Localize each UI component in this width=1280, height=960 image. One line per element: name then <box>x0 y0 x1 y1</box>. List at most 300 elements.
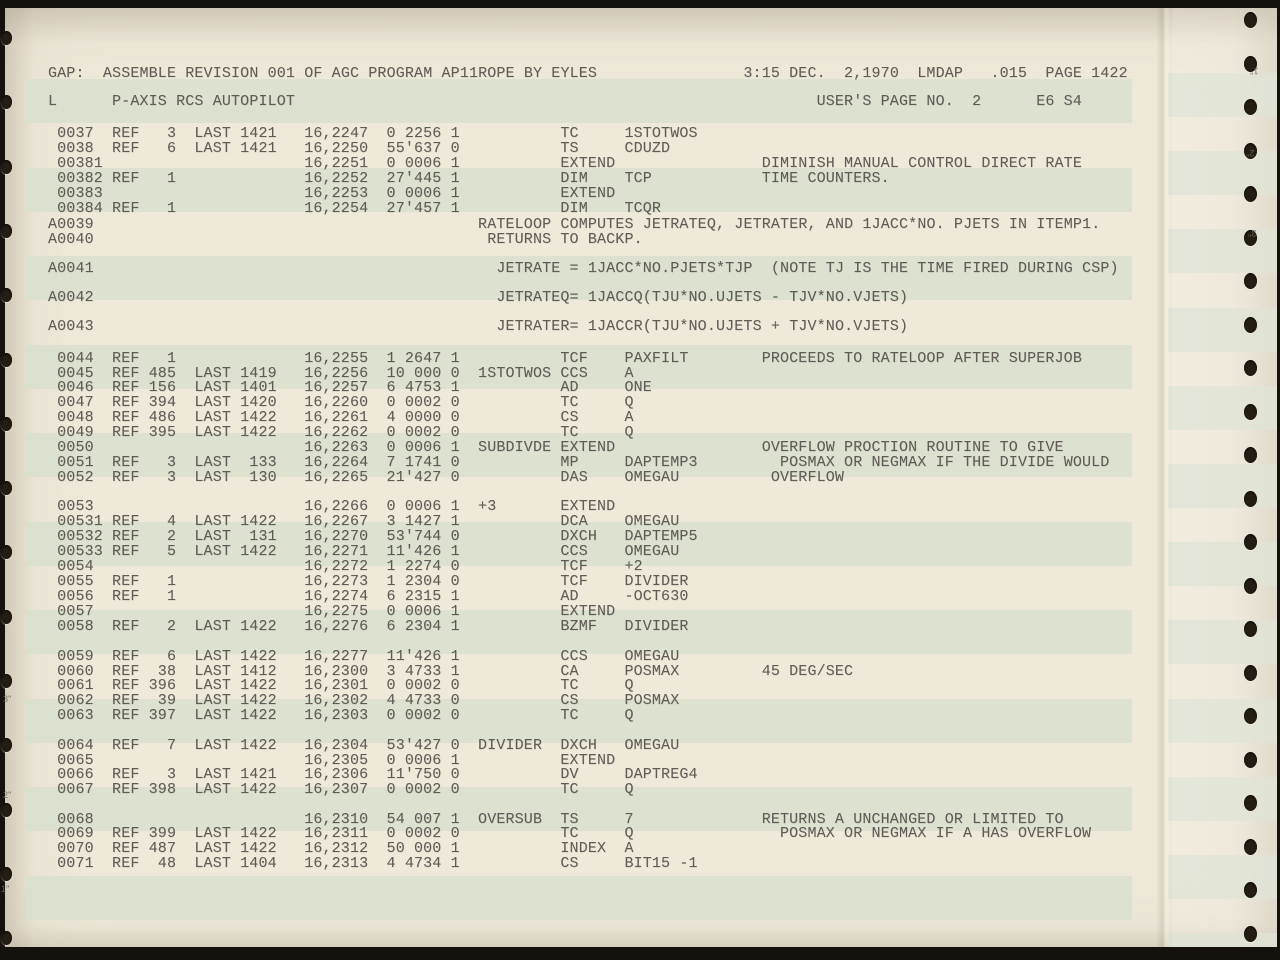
listing-cell: AD <box>560 379 579 396</box>
listing-cell: 16,2263 <box>304 439 369 456</box>
listing-cell: TC <box>560 394 579 411</box>
listing-cell: A0039 <box>48 216 94 233</box>
listing-cell: 1 2274 0 <box>386 558 460 575</box>
listing-cell: 0 0002 0 <box>386 394 460 411</box>
listing-cell: A0042 <box>48 289 94 306</box>
listing-cell: LAST <box>194 528 231 545</box>
listing-cell: TC <box>560 677 579 694</box>
listing-cell: AD <box>560 588 579 605</box>
punch-hole <box>1244 665 1257 681</box>
listing-cell: 0055 <box>57 573 94 590</box>
line-0044 <box>0 351 1280 367</box>
listing-cell: LAST <box>194 469 231 486</box>
listing-cell: 16,2270 <box>304 528 369 545</box>
listing-cell: REF <box>112 454 140 471</box>
listing-cell: PAXFILT <box>624 350 689 367</box>
listing-cell: 53'427 0 <box>386 737 460 754</box>
listing-cell: POSMAX OR NEGMAX IF A HAS OVERFLOW <box>780 825 1092 842</box>
listing-cell: 00382 <box>57 170 103 187</box>
line-0069 <box>0 826 1280 842</box>
listing-cell: 0 2256 1 <box>386 125 460 142</box>
listing-cell: PROCEEDS TO RATELOOP AFTER SUPERJOB <box>761 350 1082 367</box>
listing-cell: 0 0006 1 <box>386 155 460 172</box>
listing-cell: MP <box>560 454 579 471</box>
listing-cell: LAST <box>194 692 231 709</box>
listing-cell: LAST <box>194 648 231 665</box>
listing-cell: 0 0002 0 <box>386 825 460 842</box>
listing-cell: REF <box>112 766 140 783</box>
listing-cell: REF <box>112 543 140 560</box>
listing-cell: REF <box>112 350 140 367</box>
listing-cell: 0046 <box>57 379 94 396</box>
listing-cell: 16,2247 <box>304 125 369 142</box>
listing-cell: TCP <box>624 170 652 187</box>
line-0047 <box>0 395 1280 411</box>
listing-cell: 1421 <box>240 125 277 142</box>
listing-cell: 4 <box>166 513 177 530</box>
listing-cell: 0 0006 1 <box>386 498 460 515</box>
listing-cell: 1422 <box>240 677 277 694</box>
listing-cell: 0067 <box>57 781 94 798</box>
listing-cell: CCS <box>560 365 588 382</box>
listing-cell: 0062 <box>57 692 94 709</box>
punch-hole <box>1244 317 1257 333</box>
listing-cell: 6 <box>166 140 177 157</box>
scan-edge-top <box>0 0 1280 8</box>
listing-cell: 1422 <box>240 543 277 560</box>
punch-hole <box>1244 882 1257 898</box>
line-00384 <box>0 201 1280 217</box>
listing-cell: 4 4733 0 <box>386 692 460 709</box>
listing-cell: LAST <box>194 394 231 411</box>
listing-cell: OMEGAU <box>624 469 680 486</box>
listing-cell: 38 <box>157 663 177 680</box>
listing-cell: 0054 <box>57 558 94 575</box>
listing-cell: 2 <box>166 618 177 635</box>
listing-cell: 27'445 1 <box>386 170 460 187</box>
listing-cell: CCS <box>560 543 588 560</box>
listing-cell: 16,2304 <box>304 737 369 754</box>
listing-cell: 1422 <box>240 737 277 754</box>
listing-cell: 16,2276 <box>304 618 369 635</box>
listing-cell: 1420 <box>240 394 277 411</box>
listing-cell: 16,2301 <box>304 677 369 694</box>
listing-cell: 11'426 1 <box>386 648 460 665</box>
punch-hole <box>1244 273 1257 289</box>
listing-cell: 398 <box>148 781 177 798</box>
line-A0043 <box>0 319 1280 335</box>
punch-hole <box>1244 534 1257 550</box>
listing-cell: OMEGAU <box>624 737 680 754</box>
listing-cell: 1 2647 1 <box>386 350 460 367</box>
listing-cell: 3 <box>166 454 177 471</box>
listing-cell: TC <box>560 424 579 441</box>
listing-cell: DXCH <box>560 737 597 754</box>
listing-cell: 3 <box>166 125 177 142</box>
listing-cell: TC <box>560 125 579 142</box>
punch-hole <box>1244 491 1257 507</box>
listing-cell: 0044 <box>57 350 94 367</box>
listing-cell: DIMINISH MANUAL CONTROL DIRECT RATE <box>761 155 1082 172</box>
punch-hole <box>1244 752 1257 768</box>
listing-cell: CA <box>560 663 579 680</box>
punch-hole <box>1 803 12 817</box>
listing-cell: 0060 <box>57 663 94 680</box>
listing-cell: 16,2267 <box>304 513 369 530</box>
listing-cell: OVERSUB <box>478 811 543 828</box>
listing-cell: RETURNS A UNCHANGED OR LIMITED TO <box>761 811 1064 828</box>
punch-hole <box>1 31 12 45</box>
listing-cell: 16,2252 <box>304 170 369 187</box>
listing-cell: EXTEND <box>560 752 616 769</box>
listing-cell: 00383 <box>57 185 103 202</box>
listing-cell: 1 <box>166 588 177 605</box>
listing-cell: REF <box>112 692 140 709</box>
listing-cell: LAST <box>194 379 231 396</box>
line-0058 <box>0 619 1280 635</box>
listing-cell: 395 <box>148 424 177 441</box>
listing-cell: 16,2251 <box>304 155 369 172</box>
listing-cell: 0064 <box>57 737 94 754</box>
listing-cell: A0041 <box>48 260 94 277</box>
listing-cell: TC <box>560 825 579 842</box>
listing-cell: TIME COUNTERS. <box>761 170 890 187</box>
listing-cell: 00532 <box>57 528 103 545</box>
listing-cell: BIT15 -1 <box>624 855 698 872</box>
listing-cell: 16,2253 <box>304 185 369 202</box>
listing-cell: L <box>48 93 58 110</box>
listing-cell: 2 <box>166 528 177 545</box>
listing-cell: REF <box>112 840 140 857</box>
listing-cell: CS <box>560 855 579 872</box>
listing-cell: 130 <box>249 469 277 486</box>
listing-cell: 21'427 0 <box>386 469 460 486</box>
listing-cell: 16,2256 <box>304 365 369 382</box>
listing-cell: JETRATE = 1JACC*NO.PJETS*TJP (NOTE TJ IS THE TIME FIRED DURING CSP) <box>496 260 1119 277</box>
listing-cell: DXCH <box>560 528 597 545</box>
listing-cell: 131 <box>249 528 277 545</box>
listing-cell: TC <box>560 707 579 724</box>
line-0046 <box>0 380 1280 396</box>
listing-cell: BZMF <box>560 618 597 635</box>
listing-cell: OMEGAU <box>624 513 680 530</box>
listing-cell: REF <box>112 469 140 486</box>
listing-cell: DIVIDER <box>624 573 689 590</box>
listing-cell: LAST <box>194 707 231 724</box>
listing-cell: REF <box>112 125 140 142</box>
listing-cell: 16,2305 <box>304 752 369 769</box>
line-A0040 <box>0 232 1280 248</box>
listing-cell: 1422 <box>240 707 277 724</box>
listing-cell: 16,2261 <box>304 409 369 426</box>
listing-cell: A <box>624 840 634 857</box>
listing-cell: 45 DEG/SEC <box>761 663 854 680</box>
listing-cell: 16,2306 <box>304 766 369 783</box>
listing-cell: DAPTREG4 <box>624 766 698 783</box>
listing-cell: LAST <box>194 409 231 426</box>
line-0062 <box>0 693 1280 709</box>
listing-cell: DCA <box>560 513 588 530</box>
punch-hole <box>1244 99 1257 115</box>
listing-cell: RATELOOP COMPUTES JETRATEQ, JETRATER, AND 1JACC*NO. PJETS IN ITEMP1. <box>478 216 1101 233</box>
listing-cell: 6 <box>166 648 177 665</box>
listing-cell: USER'S PAGE NO. <box>816 93 954 110</box>
listing-cell: TC <box>560 781 579 798</box>
listing-cell: CCS <box>560 648 588 665</box>
listing-cell: 16,2302 <box>304 692 369 709</box>
listing-cell: 0 0002 0 <box>386 707 460 724</box>
listing-cell: 1421 <box>240 766 277 783</box>
listing-cell: LAST <box>194 855 231 872</box>
listing-cell: 0058 <box>57 618 94 635</box>
listing-cell: 0069 <box>57 825 94 842</box>
listing-cell: 0056 <box>57 588 94 605</box>
punch-hole <box>1 353 12 367</box>
inch-mark-label: 1'' <box>1250 66 1259 76</box>
listing-cell: 00381 <box>57 155 103 172</box>
listing-cell: 0 0002 0 <box>386 424 460 441</box>
listing-cell: LAST <box>194 618 231 635</box>
listing-cell: 1STOTWOS <box>478 365 552 382</box>
listing-cell: 16,2272 <box>304 558 369 575</box>
listing-cell: 0 0002 0 <box>386 677 460 694</box>
listing-cell: 1422 <box>240 840 277 857</box>
listing-cell: REF <box>112 365 140 382</box>
listing-cell: EXTEND <box>560 439 616 456</box>
listing-cell: 0037 <box>57 125 94 142</box>
listing-cell: 0048 <box>57 409 94 426</box>
listing-cell: 1422 <box>240 409 277 426</box>
listing-cell: LAST <box>194 140 231 157</box>
listing-cell: 1422 <box>240 648 277 665</box>
listing-cell: JETRATER= 1JACCR(TJU*NO.UJETS + TJV*NO.VJETS) <box>496 318 909 335</box>
punch-hole <box>1244 404 1257 420</box>
listing-cell: 0059 <box>57 648 94 665</box>
listing-cell: 4 4734 1 <box>386 855 460 872</box>
listing-cell: TCF <box>560 573 588 590</box>
listing-cell: TS <box>560 140 579 157</box>
listing-cell: LAST <box>194 365 231 382</box>
listing-cell: 16,2300 <box>304 663 369 680</box>
listing-cell: REF <box>112 663 140 680</box>
listing-cell: DAPTEMP3 <box>624 454 698 471</box>
listing-cell: LAST <box>194 825 231 842</box>
listing-cell: 0068 <box>57 811 94 828</box>
listing-cell: 48 <box>157 855 177 872</box>
punch-hole <box>1244 360 1257 376</box>
listing-cell: DIVIDER <box>624 618 689 635</box>
line-00382 <box>0 171 1280 187</box>
listing-cell: LAST <box>194 454 231 471</box>
listing-cell: E6 S4 <box>1036 93 1082 110</box>
listing-cell: 1422 <box>240 781 277 798</box>
listing-cell: 16,2307 <box>304 781 369 798</box>
listing-cell: 16,2273 <box>304 573 369 590</box>
listing-cell: 1422 <box>240 618 277 635</box>
listing-cell: 133 <box>249 454 277 471</box>
listing-cell: TS <box>560 811 579 828</box>
header-line-1 <box>0 66 1280 82</box>
listing-cell: ASSEMBLE REVISION 001 OF AGC PROGRAM AP11ROPE BY EYLES <box>102 65 598 82</box>
listing-cell: 11'750 0 <box>386 766 460 783</box>
listing-cell: LAST <box>194 424 231 441</box>
listing-cell: 0 0006 1 <box>386 752 460 769</box>
listing-cell: POSMAX <box>624 692 680 709</box>
inch-mark-label: 2'' <box>3 790 12 800</box>
punch-hole <box>1 224 12 238</box>
listing-cell: 397 <box>148 707 177 724</box>
listing-cell: Q <box>624 677 634 694</box>
listing-cell: 0065 <box>57 752 94 769</box>
listing-cell: LAST <box>194 840 231 857</box>
listing-cell: 16,2254 <box>304 200 369 217</box>
listing-cell: 54 007 1 <box>386 811 460 828</box>
listing-cell: LAST <box>194 125 231 142</box>
listing-cell: 16,2265 <box>304 469 369 486</box>
listing-cell: Q <box>624 707 634 724</box>
listing-cell: 3 1427 1 <box>386 513 460 530</box>
listing-cell: 0049 <box>57 424 94 441</box>
listing-cell: 0053 <box>57 498 94 515</box>
listing-cell: 1419 <box>240 365 277 382</box>
listing-cell: JETRATEQ= 1JACCQ(TJU*NO.UJETS - TJV*NO.VJETS) <box>496 289 909 306</box>
punch-hole <box>1244 795 1257 811</box>
punch-hole <box>1244 447 1257 463</box>
listing-cell: 16,2277 <box>304 648 369 665</box>
line-0066 <box>0 767 1280 783</box>
listing-cell: 0070 <box>57 840 94 857</box>
listing-cell: 11'426 1 <box>386 543 460 560</box>
listing-cell: LAST <box>194 737 231 754</box>
listing-cell: Q <box>624 781 634 798</box>
listing-cell: 1412 <box>240 663 277 680</box>
listing-cell: -OCT630 <box>624 588 689 605</box>
listing-cell: SUBDIVDE <box>478 439 552 456</box>
inch-mark-label: 2'' <box>1246 148 1255 158</box>
listing-cell: 00531 <box>57 513 103 530</box>
listing-cell: 16,2312 <box>304 840 369 857</box>
line-0052 <box>0 470 1280 486</box>
listing-cell: REF <box>112 737 140 754</box>
listing-cell: REF <box>112 394 140 411</box>
listing-cell: CS <box>560 692 579 709</box>
listing-cell: A0043 <box>48 318 94 335</box>
listing-cell: 0057 <box>57 603 94 620</box>
listing-cell: 00533 <box>57 543 103 560</box>
punch-hole <box>1244 12 1257 28</box>
listing-cell: OMEGAU <box>624 648 680 665</box>
listing-cell: OMEGAU <box>624 543 680 560</box>
listing-cell: DV <box>560 766 579 783</box>
listing-cell: 0 0006 1 <box>386 603 460 620</box>
listing-cell: 1404 <box>240 855 277 872</box>
listing-cell: EXTEND <box>560 155 616 172</box>
listing-cell: DIM <box>560 200 588 217</box>
listing-cell: 50 000 1 <box>386 840 460 857</box>
listing-cell: 16,2260 <box>304 394 369 411</box>
listing-cell: 16,2250 <box>304 140 369 157</box>
listing-cell: INDEX <box>560 840 607 857</box>
listing-cell: 16,2275 <box>304 603 369 620</box>
listing-cell: EXTEND <box>560 185 616 202</box>
punch-hole <box>1244 621 1257 637</box>
listing-cell: REF <box>112 677 140 694</box>
punch-hole <box>1244 578 1257 594</box>
listing-cell: OVERFLOW <box>770 469 845 486</box>
listing-cell: 0045 <box>57 365 94 382</box>
listing-cell: 394 <box>148 394 177 411</box>
listing-cell: 7 <box>624 811 634 828</box>
listing-cell: 55'637 0 <box>386 140 460 157</box>
listing-cell: REF <box>112 707 140 724</box>
punch-hole <box>1 867 12 881</box>
listing-cell: 0051 <box>57 454 94 471</box>
listing-cell: 27'457 1 <box>386 200 460 217</box>
listing-cell: 1 <box>166 170 177 187</box>
listing-cell: 1 <box>166 573 177 590</box>
line-0056 <box>0 589 1280 605</box>
listing-cell: Q <box>624 394 634 411</box>
listing-cell: TCF <box>560 350 588 367</box>
listing-cell: 0 0002 0 <box>386 781 460 798</box>
listing-cell: TCF <box>560 558 588 575</box>
line-0048 <box>0 410 1280 426</box>
punch-hole <box>1 160 12 174</box>
listing-cell: 0052 <box>57 469 94 486</box>
listing-cell: 6 2304 1 <box>386 618 460 635</box>
listing-cell: LAST <box>194 766 231 783</box>
listing-cell: Q <box>624 825 634 842</box>
listing-cell: EXTEND <box>560 603 616 620</box>
line-0049 <box>0 425 1280 441</box>
listing-cell: 16,2262 <box>304 424 369 441</box>
listing-cell: LAST <box>194 543 231 560</box>
listing-cell: REF <box>112 513 140 530</box>
listing-cell: 3 4733 1 <box>386 663 460 680</box>
listing-cell: DAS <box>560 469 588 486</box>
listing-cell: 1422 <box>240 825 277 842</box>
listing-cell: REF <box>112 781 140 798</box>
punch-hole <box>1 417 12 431</box>
listing-cell: 16,2271 <box>304 543 369 560</box>
listing-cell: A <box>624 409 634 426</box>
listing-cell: +2 <box>624 558 643 575</box>
line-0067 <box>0 782 1280 798</box>
listing-cell: REF <box>112 379 140 396</box>
listing-cell: 396 <box>148 677 177 694</box>
listing-cell: OVERFLOW PROCTION ROUTINE TO GIVE <box>761 439 1064 456</box>
listing-cell: 3 <box>166 766 177 783</box>
listing-cell: LAST <box>194 513 231 530</box>
listing-cell: A0040 <box>48 231 94 248</box>
listing-cell: LAST <box>194 677 231 694</box>
listing-cell: REF <box>112 618 140 635</box>
listing-cell: ONE <box>624 379 652 396</box>
listing-cell: REF <box>112 855 140 872</box>
listing-cell: 485 <box>148 365 177 382</box>
listing-cell: 0063 <box>57 707 94 724</box>
listing-cell: 00384 <box>57 200 103 217</box>
listing-cell: 53'744 0 <box>386 528 460 545</box>
line-0071 <box>0 856 1280 872</box>
listing-cell: 5 <box>166 543 177 560</box>
listing-cell: 0 0006 1 <box>386 439 460 456</box>
listing-cell: REF <box>112 588 140 605</box>
listing-cell: REF <box>112 170 140 187</box>
listing-cell: REF <box>112 528 140 545</box>
listing-cell: CS <box>560 409 579 426</box>
listing-cell: REF <box>112 825 140 842</box>
